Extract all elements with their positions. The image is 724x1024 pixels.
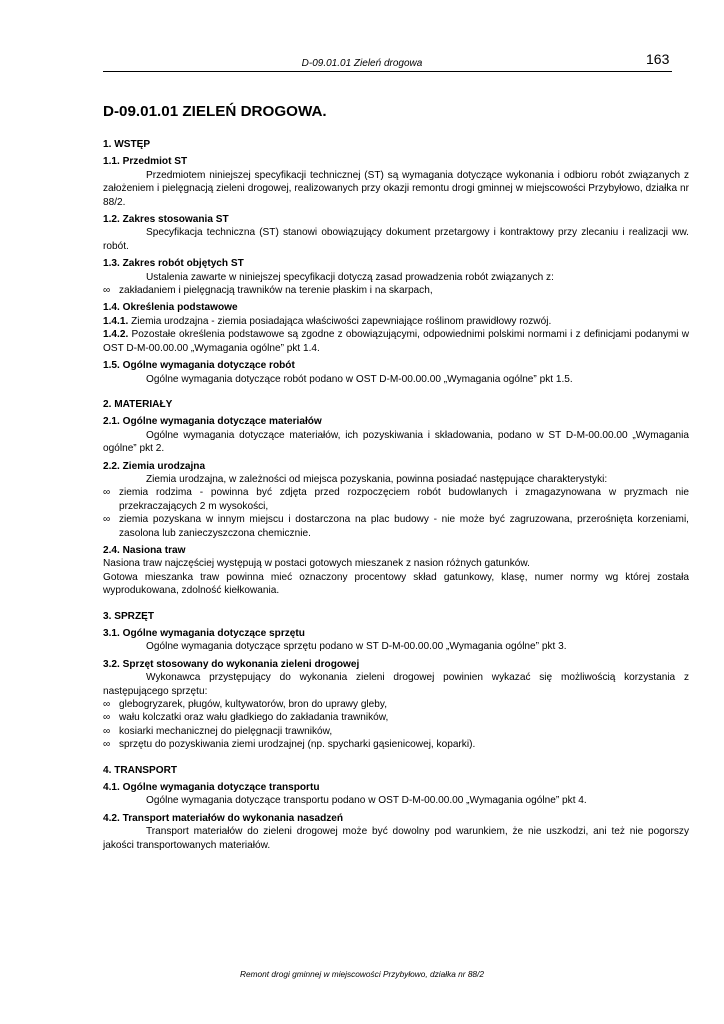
section-heading-1: 1. WSTĘP — [103, 139, 151, 150]
subsection-heading-4-2: 4.2. Transport materiałów do wykonania nasadzeń — [103, 812, 344, 824]
bullet-icon: ∞ — [103, 699, 111, 711]
subsection-heading-4-1: 4.1. Ogólne wymagania dotyczące transportu — [103, 782, 320, 794]
subsection-heading-1-2: 1.2. Zakres stosowania ST — [103, 214, 229, 226]
bullet-icon: ∞ — [103, 739, 111, 751]
list-item — [103, 284, 689, 297]
subsection-heading-1-4: 1.4. Określenia podstawowe — [103, 302, 238, 314]
list-item — [103, 725, 689, 738]
subsection-heading-3-2: 3.2. Sprzęt stosowany do wykonania zieleni drogowej — [103, 658, 360, 670]
list-item — [103, 486, 689, 513]
bullet-icon: ∞ — [103, 285, 111, 297]
subsection-heading-3-1: 3.1. Ogólne wymagania dotyczące sprzętu — [103, 628, 305, 639]
paragraph-2-4a: Nasiona traw najczęściej występują w postaci gotowych mieszanek z nasion różnych gatunków. — [103, 558, 530, 570]
paragraph-2-1: Ogólne wymagania dotyczące materiałów, ich pozyskiwania i składowania, podano w ST D-M-00.00.00 „Wymagania ogólne” pkt 2. — [103, 429, 689, 455]
paragraph-3-1: Ogólne wymagania dotyczące sprzętu podano w ST D-M-00.00.00 „Wymagania ogólne” pkt 3. — [146, 641, 567, 653]
subsection-heading-1-5: 1.5. Ogólne wymagania dotyczące robót — [103, 360, 295, 372]
paragraph-2-2: Ziemia urodzajna, w zależności od miejsca pozyskania, powinna posiadać następujące charakterystyki: — [146, 473, 608, 485]
section-heading-3: 3. SPRZĘT — [103, 610, 155, 622]
definition-text: Pozostałe określenia podstawowe są zgodne z obowiązującymi, odpowiednimi polskimi normami i z definicjami podanymi w OST D-M-00.00.00 „Wymagania ogólne” pkt 1.4. — [103, 329, 689, 354]
list-item-text: glebogryzarek, pługów, kultywatorów, bron do uprawy gleby, — [119, 699, 388, 711]
paragraph-2-4b: Gotowa mieszanka traw powinna mieć oznaczony procentowy skład gatunkowy, klasę, numer normy wg której została wyprodukowana, zdolność kiełkowania. — [103, 571, 689, 597]
subsection-heading-2-1: 2.1. Ogólne wymagania dotyczące materiałów — [103, 416, 322, 428]
definition-number: 1.4.1. — [103, 315, 129, 327]
paragraph-1-3: Ustalenia zawarte w niniejszej specyfikacji dotyczą zasad prowadzenia robót związanych z: — [146, 271, 554, 283]
paragraph-4-2: Transport materiałów do zieleni drogowej może być dowolny pod warunkiem, że nie uszkodzi, ani też nie pogorszy jakości transportowanych materiałów. — [103, 826, 689, 851]
paragraph-1-1: Przedmiotem niniejszej specyfikacji technicznej (ST) są wymagania dotyczące wykonania i odbioru robót związanych z założeniem i pielęgnacją zieleni drogowej, realizowanych przy okazji remontu drogi gminnej w miejscowości Przybyłowo, działka nr 88/2. — [103, 169, 689, 208]
paragraph-1-2: Specyfikacja techniczna (ST) stanowi obowiązujący dokument przetargowy i kontraktowy przy zlecaniu i realizacji ww. robót. — [103, 227, 689, 252]
list-item-text: kosiarki mechanicznej do pielęgnacji trawników, — [119, 725, 333, 737]
list-item-text: ziemia pozyskana w innym miejscu i dostarczona na plac budowy - nie może być zagruzowana, przerośnięta korzeniami, zasolona lub zanieczyszczona chemicznie. — [119, 514, 689, 539]
running-header-title: D-09.01.01 Zieleń drogowa — [301, 58, 423, 69]
list-item-text: ziemia rodzima - powinna być zdjęta przed rozpoczęciem robót budowlanych i zmagazynowana w pryzmach nie przekraczających 2 m wysokości, — [119, 487, 689, 512]
list-item — [103, 738, 689, 751]
list-item — [103, 513, 689, 540]
header-rule — [103, 71, 672, 72]
list-item — [103, 698, 689, 711]
definition-number: 1.4.2. — [103, 329, 129, 341]
list-item-text: wału kolczatki oraz wału gładkiego do zakładania trawników, — [119, 712, 389, 724]
bullet-icon: ∞ — [103, 725, 111, 737]
list-item-text: sprzętu do pozyskiwania ziemi urodzajnej (np. spycharki gąsienicowej, koparki). — [119, 739, 476, 751]
bullet-icon: ∞ — [103, 712, 111, 724]
definition-text: Ziemia urodzajna - ziemia posiadająca właściwości zapewniające roślinom prawidłowy rozwój. — [128, 315, 552, 327]
paragraph-1-5: Ogólne wymagania dotyczące robót podano w OST D-M-00.00.00 „Wymagania ogólne” pkt 1.5. — [146, 373, 573, 385]
subsection-heading-2-2: 2.2. Ziemia urodzajna — [103, 460, 206, 472]
document-title: D-09.01.01 ZIELEŃ DROGOWA. — [103, 103, 327, 120]
document-body — [103, 103, 689, 852]
subsection-heading-2-4: 2.4. Nasiona traw — [103, 544, 186, 556]
definition-1-4-1 — [103, 315, 689, 328]
list-item — [103, 711, 689, 724]
section-heading-2: 2. MATERIAŁY — [103, 398, 173, 410]
subsection-heading-1-3: 1.3. Zakres robót objętych ST — [103, 258, 244, 270]
page-footer: Remont drogi gminnej w miejscowości Przybyłowo, działka nr 88/2 — [240, 969, 484, 979]
bullet-icon: ∞ — [103, 487, 111, 499]
paragraph-4-1: Ogólne wymagania dotyczące transportu podano w OST D-M-00.00.00 „Wymagania ogólne” pkt 4. — [146, 795, 587, 807]
definition-1-4-2 — [103, 328, 689, 355]
page-number: 163 — [646, 51, 670, 67]
bullet-icon: ∞ — [103, 514, 111, 526]
list-item-text: zakładaniem i pielęgnacją trawników na terenie płaskim i na skarpach, — [119, 285, 433, 297]
subsection-heading-1-1: 1.1. Przedmiot ST — [103, 156, 188, 168]
paragraph-3-2: Wykonawca przystępujący do wykonania zieleni drogowej powinien wykazać się możliwością korzystania z następującego sprzętu: — [103, 672, 689, 697]
section-heading-4: 4. TRANSPORT — [103, 764, 178, 776]
